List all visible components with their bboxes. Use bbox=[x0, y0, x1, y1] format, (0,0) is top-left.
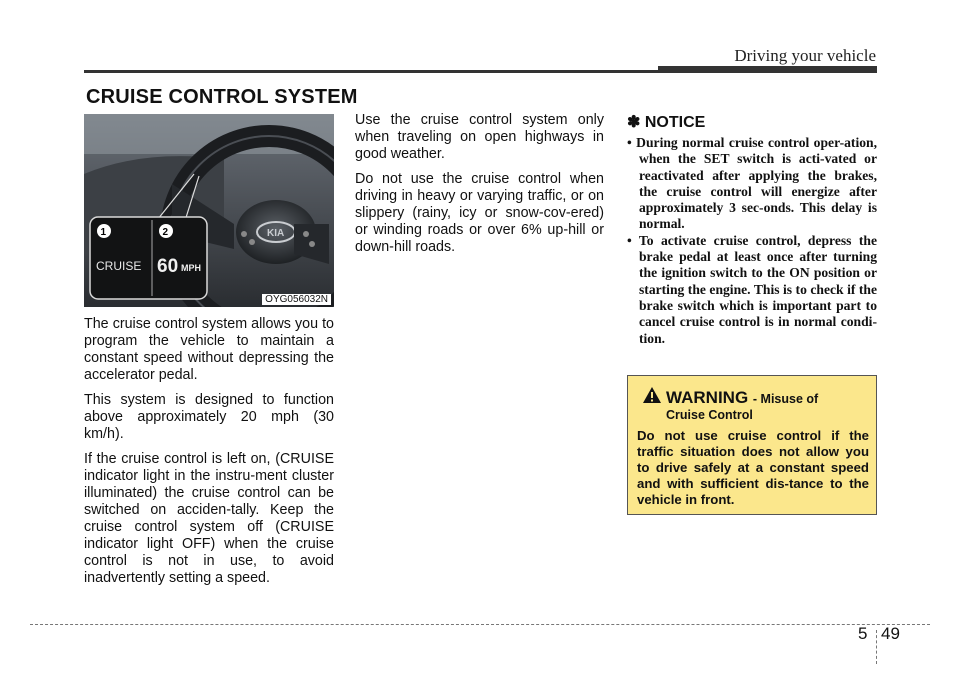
chapter-number: 5 bbox=[858, 624, 868, 643]
svg-text:KIA: KIA bbox=[267, 228, 285, 239]
notice-item: • During normal cruise control oper-ation, when the SET switch is acti-vated or reactivated after applying the brakes, the cruise control will energize after approximately 3 sec-onds. This delay is normal. bbox=[627, 135, 877, 232]
footer-divider bbox=[876, 630, 877, 664]
section-header: Driving your vehicle bbox=[734, 46, 876, 65]
intro-paragraph-3: If the cruise control is left on, (CRUISE indicator light in the instru-ment cluster illuminated) the cruise control can be switched on acciden-tally. Keep the cruise control system off (CRUISE indicator light OFF) when the cruise control is not in use, to avoid inadvertently setting a speed. bbox=[84, 451, 334, 586]
usage-paragraph-2: Do not use the cruise control when driving in heavy or varying traffic, or on slippery (rainy, icy or snow-cov-ered) or winding roads or over 6% up-hill or down-hill roads. bbox=[355, 171, 604, 255]
speed-unit: MPH bbox=[181, 263, 201, 273]
warning-body: Do not use cruise control if the traffic situation does not allow you to drive safely at a constant speed and with sufficient dis-tance to the vehicle in front. bbox=[637, 428, 869, 507]
page-number: 49 bbox=[881, 624, 900, 643]
header-rule-accent bbox=[658, 66, 877, 73]
notice-title: ✽ NOTICE bbox=[627, 114, 706, 131]
notice-item: • To activate cruise control, depress the brake pedal at least once after turning the ignition switch to the ON position or starting the engine. This is to check if the brake switch which is important part to cancel cruise control is in normal condi-tion. bbox=[627, 232, 877, 346]
footer-rule bbox=[30, 624, 930, 625]
warning-subtitle-part: - Misuse of bbox=[752, 392, 819, 406]
callout-1: 1 bbox=[100, 227, 107, 238]
dashboard-figure bbox=[84, 114, 334, 307]
warning-title bbox=[666, 388, 818, 408]
figure-code: OYG056032N bbox=[262, 294, 331, 305]
set-speed-value: 60 bbox=[157, 256, 179, 277]
intro-paragraph-1: The cruise control system allows you to program the vehicle to maintain a constant speed without depressing the accelerator pedal. bbox=[84, 316, 334, 383]
usage-paragraph-1: Use the cruise control system only when traveling on open highways in good weather. bbox=[355, 112, 604, 162]
warning-subtitle: Cruise Control bbox=[666, 408, 753, 422]
cruise-indicator-label: CRUISE bbox=[96, 259, 142, 273]
intro-column bbox=[84, 316, 334, 595]
warning-icon bbox=[642, 386, 662, 404]
page-title: CRUISE CONTROL SYSTEM bbox=[86, 86, 358, 108]
intro-paragraph-2: This system is designed to function above approximately 20 mph (30 km/h). bbox=[84, 392, 334, 442]
notice-list bbox=[627, 135, 877, 347]
warning-box bbox=[627, 375, 877, 515]
notice-section bbox=[627, 112, 877, 347]
dashboard-illustration bbox=[84, 114, 334, 307]
callout-2: 2 bbox=[162, 227, 169, 238]
warning-title-word: WARNING bbox=[666, 388, 749, 407]
usage-column bbox=[355, 112, 604, 264]
